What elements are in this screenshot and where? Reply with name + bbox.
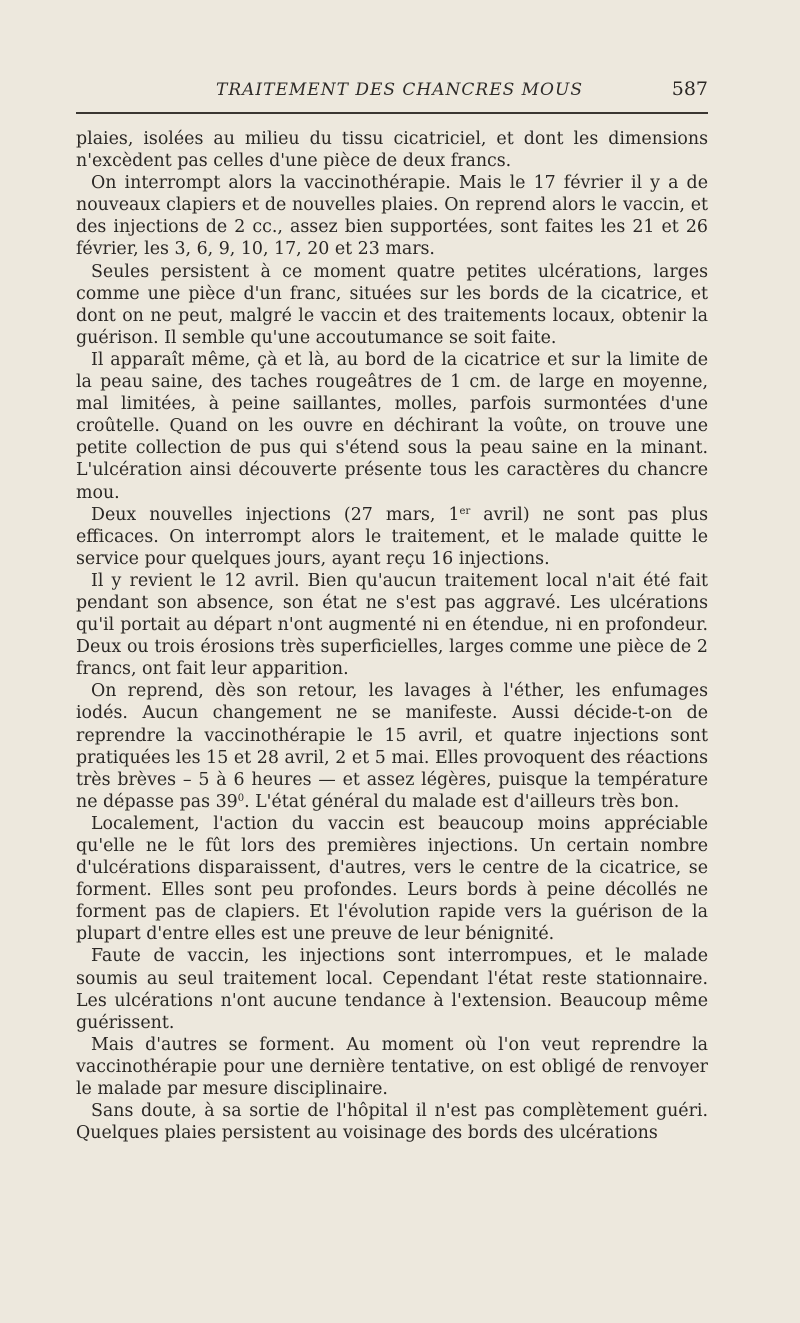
paragraph-3: Seules persistent à ce moment quatre petites ulcérations, larges comme une pièce d'un franc, situées sur les bords de la cicatrice, et dont on ne peut, malgré le vaccin et des traitements locaux, obtenir la guérison. Il semble qu'une accoutumance se soit faite. <box>76 261 708 348</box>
paragraph-6: Il y revient le 12 avril. Bien qu'aucun traitement local n'ait été fait pendant son absence, son état ne s'est pas aggravé. Les ulcérations qu'il portait au départ n'ont augmenté ni en étendue, ni en profondeur. Deux ou trois érosions très superficielles, larges comme une pièce de 2 francs, ont fait leur apparition. <box>76 570 708 680</box>
superscript-degree: 0 <box>237 792 245 804</box>
paragraph-11: Sans doute, à sa sortie de l'hôpital il n'est pas complètement guéri. Quelques plaies persistent au voisinage des bords des ulcérations <box>76 1101 708 1144</box>
paragraph-4: Il apparaît même, çà et là, au bord de la cicatrice et sur la limite de la peau saine, des taches rougeâtres de 1 cm. de large en moyenne, mal limitées, à peine saillantes, molles, parfois surmontées d'une croûtelle. Quand on les ouvre en déchirant la voûte, on trouve une petite collection de pus qui s'étend sous la peau saine en la minant. L'ulcération ainsi découverte présente tous les caractères du chancre mou. <box>76 349 708 503</box>
paragraph-7 <box>76 680 708 813</box>
page-number: 587 <box>671 78 708 100</box>
paragraph-2: On interrompt alors la vaccinothérapie. Mais le 17 février il y a de nouveaux clapiers et de nouvelles plaies. On reprend alors le vaccin, et des injections de 2 cc., assez bien supportées, sont faites les 21 et 26 février, les 3, 6, 9, 10, 17, 20 et 23 mars. <box>76 173 708 260</box>
paragraph-1: plaies, isolées au milieu du tissu cicatriciel, et dont les dimensions n'excèdent pas celles d'une pièce de deux francs. <box>76 129 708 172</box>
header-rule <box>76 112 708 114</box>
paragraph-5-after: avril) ne sont pas plus efficaces. On interrompt alors le traitement, et le malade quitte le service pour quelques jours, ayant reçu 16 injections. <box>76 504 708 569</box>
paragraph-9: Faute de vaccin, les injections sont interrompues, et le malade soumis au seul traitement local. Cependant l'état reste stationnaire. Les ulcérations n'ont aucune tendance à l'extension. Beaucoup même guérissent. <box>76 946 708 1033</box>
paragraph-5 <box>76 504 708 570</box>
paragraph-10: Mais d'autres se forment. Au moment où l'on veut reprendre la vaccinothérapie pour une dernière tentative, on est obligé de renvoyer le malade par mesure disciplinaire. <box>76 1034 708 1100</box>
body-text <box>76 128 708 1144</box>
superscript-er: er <box>459 505 471 517</box>
paragraph-5-before: Deux nouvelles injections (27 mars, 1 <box>91 504 460 525</box>
running-header <box>76 76 708 106</box>
paragraph-8: Localement, l'action du vaccin est beaucoup moins appréciable qu'elle ne le fût lors des premières injections. Un certain nombre d'ulcérations disparaissent, d'autres, vers le centre de la cicatrice, se forment. Elles sont peu profondes. Leurs bords à peine décollés ne forment pas de clapiers. Et l'évolution rapide vers la guérison de la plupart d'entre elles est une preuve de leur bénignité. <box>76 813 708 945</box>
running-title: TRAITEMENT DES CHANCRES MOUS <box>216 80 583 100</box>
paragraph-7-after: . L'état général du malade est d'ailleurs très bon. <box>244 791 680 812</box>
paragraph-7-before: On reprend, dès son retour, les lavages à l'éther, les enfumages iodés. Aucun changement ne se manifeste. Aussi décide-t-on de reprendre la vaccinothérapie le 15 avril, et quatre injections sont pratiquées les 15 et 28 avril, 2 et 5 mai. Elles provoquent des réactions très brèves – 5 à 6 heures — et assez légères, puisque la température ne dépasse pas 39 <box>76 681 708 812</box>
